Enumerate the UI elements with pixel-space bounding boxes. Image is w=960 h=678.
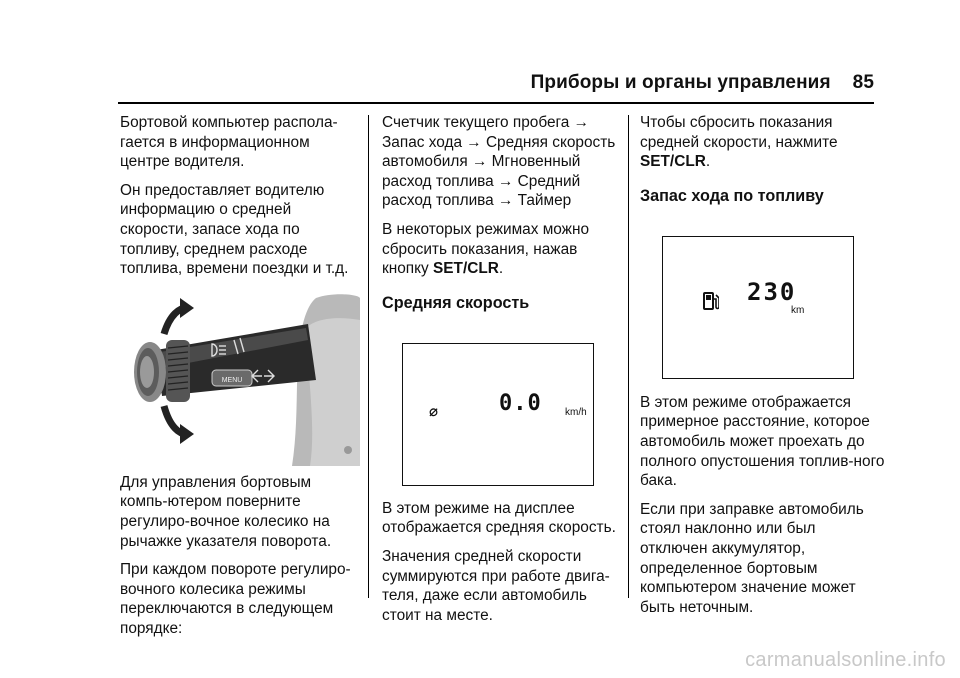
paragraph: Он предоставляет водителю информацию о средней скорости, запасе хода по топливу, среднем расходе топлива, времени поездки и т.д. — [120, 181, 349, 278]
mode-sequence: Счетчик текущего пробега → Запас хода → Средняя скорость автомобиля → Мгновенный расход топлива → Средний расход топлива → Таймер — [382, 114, 616, 210]
fuel-pump-icon — [703, 291, 719, 317]
fuel-range-value: 230 — [747, 277, 797, 306]
watermark: carmanualsonline.info — [745, 649, 946, 671]
paragraph: Для управления бортовым компь-ютером поверните регулиро-вочное колесико на рычажке указателя поворота. — [120, 473, 332, 550]
column-3 — [640, 113, 885, 626]
fuel-range-display — [662, 236, 854, 379]
average-symbol: ⌀ — [429, 402, 439, 420]
svg-text:MENU: MENU — [221, 376, 243, 384]
column-1 — [120, 113, 360, 648]
header-rule — [118, 102, 874, 104]
paragraph: Если при заправке автомобиль стоял наклонно или был отключен аккумулятор, определенное бортовым компьютером значение может быть неточным. — [640, 500, 864, 616]
section-heading: Средняя скорость — [382, 293, 530, 312]
paragraph: В этом режиме отображается примерное расстояние, которое автомобиль может проехать до полного опустошения топлив-ного бака. — [640, 393, 885, 490]
paragraph: В некоторых режимах можно сбросить показания, нажав кнопку SET/CLR. — [382, 220, 590, 278]
page-title: Приборы и органы управления — [530, 72, 831, 93]
average-speed-value: 0.0 — [499, 390, 542, 416]
speed-unit: km/h — [565, 406, 587, 418]
paragraph: Бортовой компьютер распола-гается в информационном центре водителя. — [120, 114, 338, 171]
set-clr-label: SET/CLR — [433, 260, 499, 278]
stalk-figure — [120, 288, 360, 466]
page-number: 85 — [852, 72, 874, 93]
section-heading: Запас хода по топливу — [640, 186, 824, 205]
paragraph: В этом режиме на дисплее отображается средняя скорость. — [382, 499, 616, 537]
page-header — [531, 72, 874, 94]
column-2 — [382, 113, 622, 634]
paragraph: При каждом повороте регулиро-вочного колесика режимы переключаются в следующем порядке: — [120, 561, 351, 637]
set-clr-label: SET/CLR — [640, 153, 706, 171]
column-divider — [628, 115, 629, 598]
paragraph: Значения средней скорости суммируются при работе двига-теля, даже если автомобиль стоит на месте. — [382, 547, 610, 624]
paragraph: Чтобы сбросить показания средней скорости, нажмите SET/CLR. — [640, 114, 838, 171]
distance-unit: km — [791, 304, 805, 316]
column-divider — [368, 115, 369, 598]
average-speed-display — [402, 343, 594, 486]
